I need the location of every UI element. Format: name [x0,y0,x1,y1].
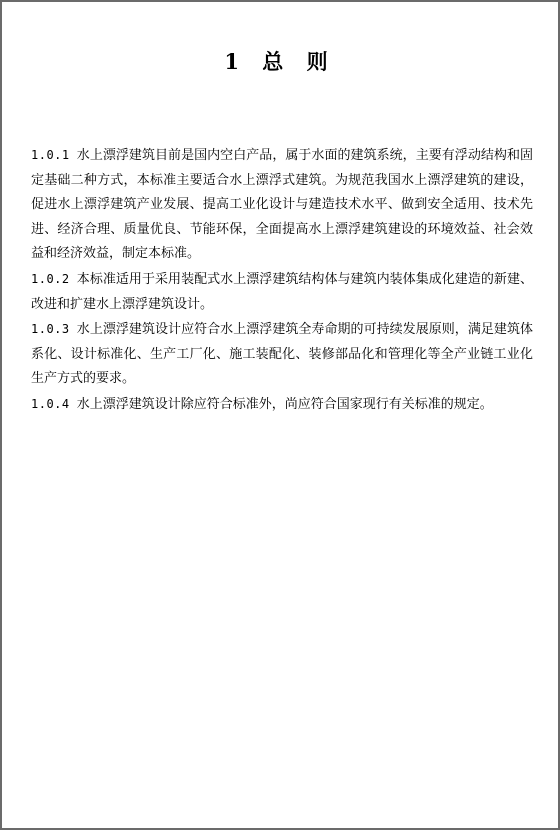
clause-number: 1.0.3 [31,322,70,337]
clause-text: 本标准适用于采用装配式水上漂浮建筑结构体与建筑内装体集成化建造的新建、改进和扩建水上漂浮建筑设计。 [31,271,533,312]
clause-1-0-3 [31,317,533,392]
clause-number: 1.0.1 [31,148,70,162]
clause-1-0-2 [31,267,533,317]
clause-number: 1.0.2 [31,271,70,286]
clause-list [31,143,533,418]
clause-1-0-1 [31,143,533,267]
clause-number: 1.0.4 [31,396,70,411]
chapter-title: 1 总 则 [224,49,336,74]
clause-text: 水上漂浮建筑设计应符合水上漂浮建筑全寿命期的可持续发展原则，满足建筑体系化、设计标准化、生产工厂化、施工装配化、装修部品化和管理化等全产业链工业化生产方式的要求。 [31,322,533,387]
clause-1-0-4 [31,392,533,418]
clause-text: 水上漂浮建筑设计除应符合标准外，尚应符合国家现行有关标准的规定。 [76,396,493,412]
clause-text: 水上漂浮建筑目前是国内空白产品，属于水面的建筑系统，主要有浮动结构和固定基础二种方式，本标准主要适合水上漂浮式建筑。为规范我国水上漂浮建筑的建设，促进水上漂浮建筑产业发展、提高工业化设计与建造技术水平、做到安全适用、技术先进、经济合理、质量优良、节能环保，全面提高水上漂浮建筑建设的环境效益、社会效益和经济效益，制定本标准。 [31,148,533,262]
